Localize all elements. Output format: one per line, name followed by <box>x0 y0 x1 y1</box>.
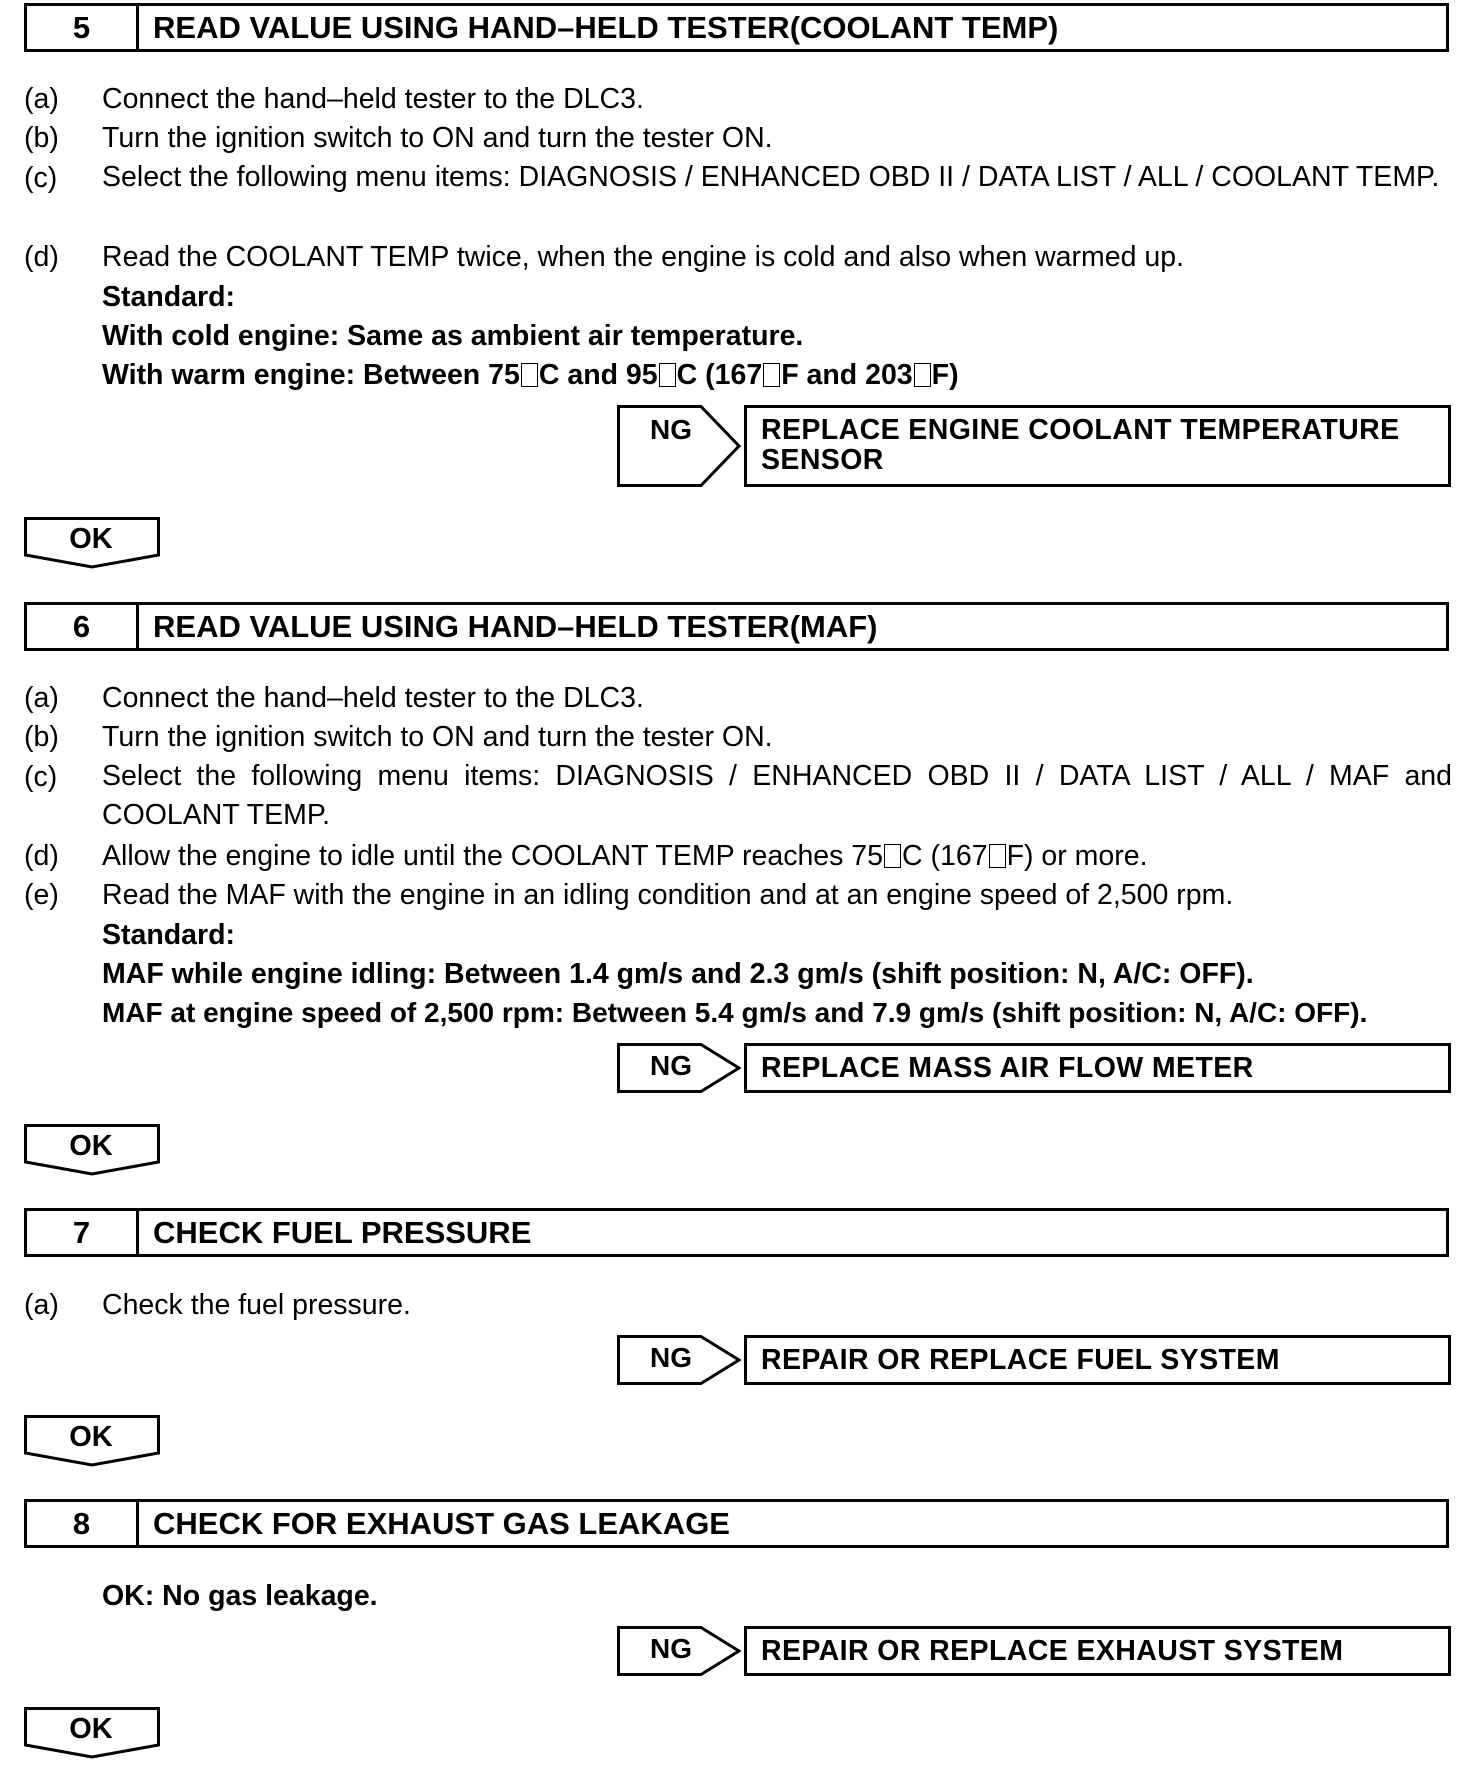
item-text: Read the MAF with the engine in an idling condition and at an engine speed of 2,500 rpm. <box>102 879 1234 911</box>
item-label: (c) <box>24 162 58 194</box>
item-text: Read the COOLANT TEMP twice, when the engine is cold and also when warmed up. <box>102 241 1184 273</box>
item-label: (e) <box>24 879 59 911</box>
ok-label: OK <box>69 1713 113 1745</box>
ok-result <box>24 517 160 569</box>
ok-result <box>24 1415 160 1467</box>
item-text: Turn the ignition switch to ON and turn the tester ON. <box>102 122 773 154</box>
standard-heading: Standard: <box>102 281 236 313</box>
item-text <box>102 836 1452 876</box>
step-7-header <box>24 1208 1449 1257</box>
ng-result <box>617 1043 1451 1093</box>
ok-label: OK <box>69 1421 113 1453</box>
item-label: (b) <box>24 122 59 154</box>
ng-action-box: REPLACE ENGINE COOLANT TEMPERATURE SENSOR <box>744 405 1451 487</box>
degree-symbol <box>659 363 676 387</box>
standard-text: C and 95 <box>538 359 658 391</box>
ng-action-box: REPAIR OR REPLACE EXHAUST SYSTEM <box>744 1626 1451 1676</box>
ok-label: OK <box>69 523 113 555</box>
item-text: Select the following menu items: DIAGNOSIS / ENHANCED OBD II / DATA LIST / ALL / MAF and COOLANT TEMP. <box>102 760 1452 831</box>
item-text: Connect the hand–held tester to the DLC3. <box>102 682 644 714</box>
item-text-part: Allow the engine to idle until the COOLANT TEMP reaches 75 <box>102 840 884 872</box>
item-text-part: F) or more. <box>1006 840 1148 872</box>
standard-line <box>102 355 959 395</box>
degree-symbol <box>989 844 1006 868</box>
ok-result <box>24 1124 160 1176</box>
item-text-part: C (167 <box>902 840 988 872</box>
standard-text: C (167 <box>676 359 763 391</box>
item-text: Select the following menu items: DIAGNOSIS / ENHANCED OBD II / DATA LIST / ALL / COOLANT TEMP. <box>102 161 1440 193</box>
degree-symbol <box>521 363 538 387</box>
degree-symbol <box>763 363 780 387</box>
item-label: (d) <box>24 241 59 273</box>
ok-label: OK <box>69 1130 113 1162</box>
ng-label: NG <box>650 1342 692 1373</box>
step-title: CHECK FOR EXHAUST GAS LEAKAGE <box>153 1505 730 1541</box>
ng-result <box>617 1626 1451 1676</box>
step-title: READ VALUE USING HAND–HELD TESTER(MAF) <box>153 608 878 644</box>
step-6-header <box>24 602 1449 651</box>
ng-action-box: REPAIR OR REPLACE FUEL SYSTEM <box>744 1335 1451 1385</box>
item-label: (b) <box>24 721 59 753</box>
standard-text: F and 203 <box>781 359 913 391</box>
item-text: Check the fuel pressure. <box>102 1289 411 1321</box>
step-title: CHECK FUEL PRESSURE <box>153 1214 532 1250</box>
step-number: 6 <box>27 605 139 648</box>
ng-label: NG <box>650 414 692 445</box>
ng-label: NG <box>650 1050 692 1081</box>
ng-result <box>617 405 1451 487</box>
ng-result <box>617 1335 1451 1385</box>
degree-symbol <box>884 844 901 868</box>
standard-text: F) <box>931 359 959 391</box>
item-label: (a) <box>24 682 59 714</box>
ok-result <box>24 1707 160 1759</box>
standard-line: With cold engine: Same as ambient air temperature. <box>102 320 804 352</box>
step-number: 7 <box>27 1211 139 1254</box>
degree-symbol <box>914 363 931 387</box>
item-text: Turn the ignition switch to ON and turn the tester ON. <box>102 721 773 753</box>
item-text: Connect the hand–held tester to the DLC3. <box>102 83 644 115</box>
standard-text: With warm engine: Between 75 <box>102 359 520 391</box>
item-label: (a) <box>24 1289 59 1321</box>
standard-heading: Standard: <box>102 919 236 951</box>
item-label: (d) <box>24 840 59 872</box>
standard-line: MAF while engine idling: Between 1.4 gm/s and 2.3 gm/s (shift position: N, A/C: OFF). <box>102 958 1254 990</box>
item-label: (a) <box>24 83 59 115</box>
ok-criteria: OK: No gas leakage. <box>102 1580 378 1612</box>
step-number: 8 <box>27 1502 139 1545</box>
ng-action-box: REPLACE MASS AIR FLOW METER <box>744 1043 1451 1093</box>
step-title: READ VALUE USING HAND–HELD TESTER(COOLANT TEMP) <box>153 9 1059 45</box>
item-label: (c) <box>24 761 58 793</box>
standard-line: MAF at engine speed of 2,500 rpm: Between 5.4 gm/s and 7.9 gm/s (shift position: N, A/C: OFF). <box>102 997 1368 1028</box>
ng-label: NG <box>650 1633 692 1664</box>
step-5-header <box>24 3 1449 52</box>
step-number: 5 <box>27 6 139 49</box>
step-8-header <box>24 1499 1449 1548</box>
